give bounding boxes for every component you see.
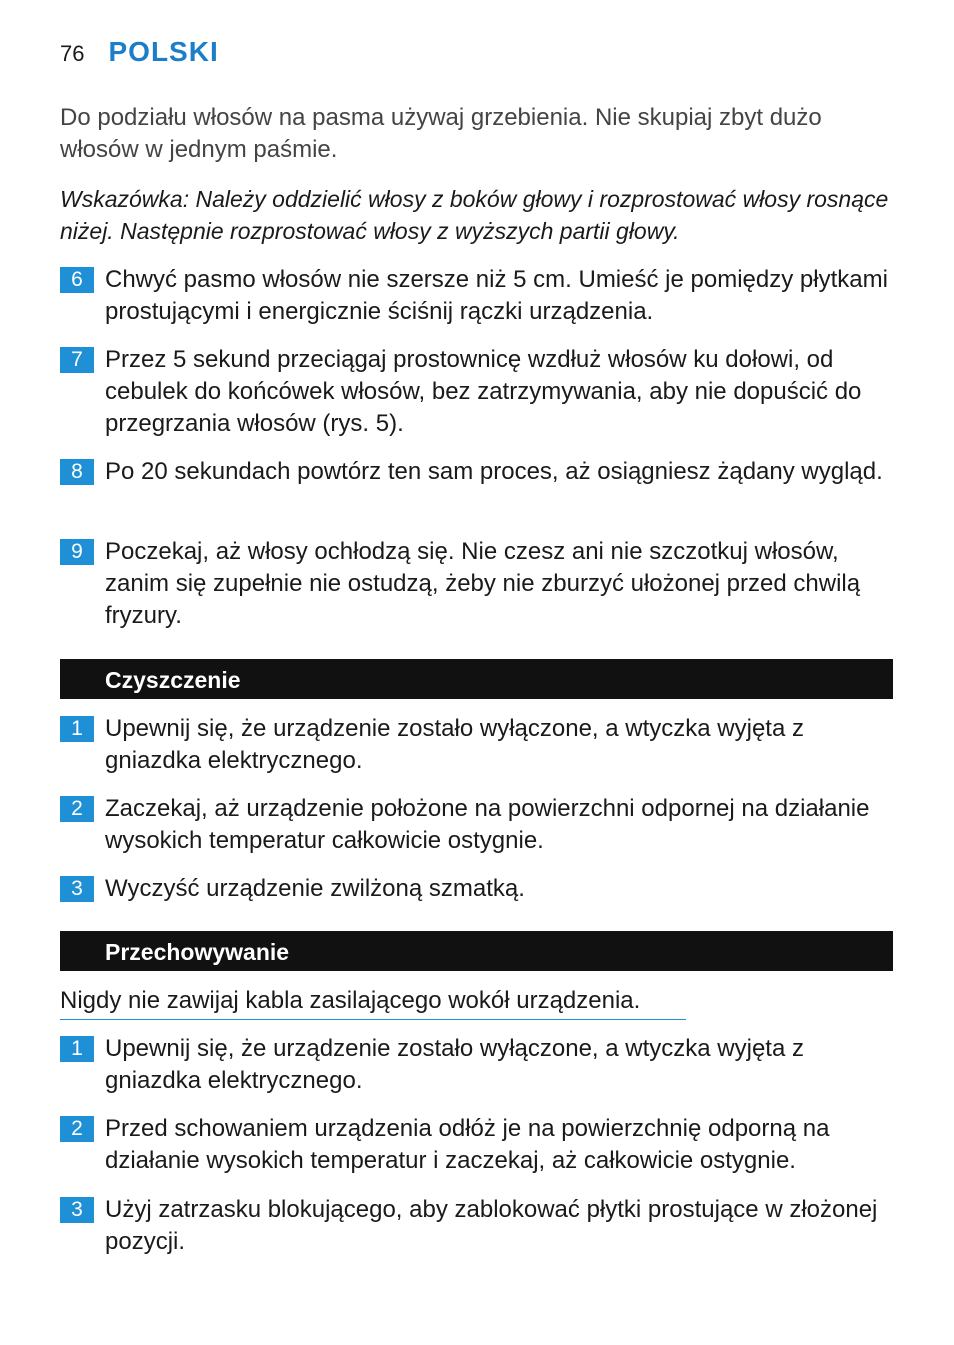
step-number-badge: 6 [60,267,94,293]
step-number-badge: 1 [60,716,94,742]
page-header [60,36,219,68]
language-title: POLSKI [108,36,219,67]
step-text: Po 20 sekundach powtórz ten sam proces, aż osiągniesz żądany wygląd. [105,458,883,485]
step-text: Przed schowaniem urządzenia odłóż je na powierzchnię odporną na działanie wysokich temperatur i zaczekaj, aż całkowicie ostygnie. [105,1115,830,1174]
step-number-badge: 2 [60,796,94,822]
section-heading-cleaning: Czyszczenie [60,659,893,699]
step-item [60,713,894,777]
section-heading-storage: Przechowywanie [60,931,893,971]
tip-paragraph: Wskazówka: Należy oddzielić włosy z boków głowy i rozprostować włosy rosnące niżej. Następnie rozprostować włosy z wyższych partii głowy. [60,186,889,244]
step-item [60,1194,894,1258]
step-text: Zaczekaj, aż urządzenie położone na powierzchni odpornej na działanie wysokich temperatur całkowicie ostygnie. [105,795,870,854]
step-text: Wyczyść urządzenie zwilżoną szmatką. [105,875,525,902]
step-number-badge: 3 [60,1197,94,1223]
step-text: Użyj zatrzasku blokującego, aby zablokować płytki prostujące w złożonej pozycji. [105,1196,878,1255]
step-number-badge: 2 [60,1116,94,1142]
step-number-badge: 1 [60,1036,94,1062]
step-item [60,456,894,488]
step-item [60,873,894,905]
step-text: Chwyć pasmo włosów nie szersze niż 5 cm. Umieść je pomiędzy płytkami prostującymi i energicznie ściśnij rączki urządzenia. [105,266,888,325]
step-item [60,264,894,328]
step-number-badge: 7 [60,347,94,373]
step-text: Upewnij się, że urządzenie zostało wyłączone, a wtyczka wyjęta z gniazdka elektrycznego. [105,715,804,774]
step-number-badge: 8 [60,459,94,485]
step-text: Przez 5 sekund przeciągaj prostownicę wzdłuż włosów ku dołowi, od cebulek do końcówek włosów, bez zatrzymywania, aby nie dopuścić do przegrzania włosów (rys. 5). [105,346,862,437]
step-text: Poczekaj, aż włosy ochłodzą się. Nie czesz ani nie szczotkuj włosów, zanim się zupełnie nie ostudzą, żeby nie zburzyć ułożonej przed chwilą fryzury. [105,538,861,629]
step-item [60,1033,894,1097]
page-number: 76 [60,41,85,66]
intro-paragraph: Do podziału włosów na pasma używaj grzebienia. Nie skupiaj zbyt dużo włosów w jednym paśmie. [60,104,822,163]
step-item [60,793,894,857]
step-item [60,1113,894,1177]
step-number-badge: 3 [60,876,94,902]
step-number-badge: 9 [60,539,94,565]
step-item [60,536,894,632]
warning-text: Nigdy nie zawijaj kabla zasilającego wokół urządzenia. [60,985,686,1020]
step-text: Upewnij się, że urządzenie zostało wyłączone, a wtyczka wyjęta z gniazdka elektrycznego. [105,1035,804,1094]
step-item [60,344,894,440]
